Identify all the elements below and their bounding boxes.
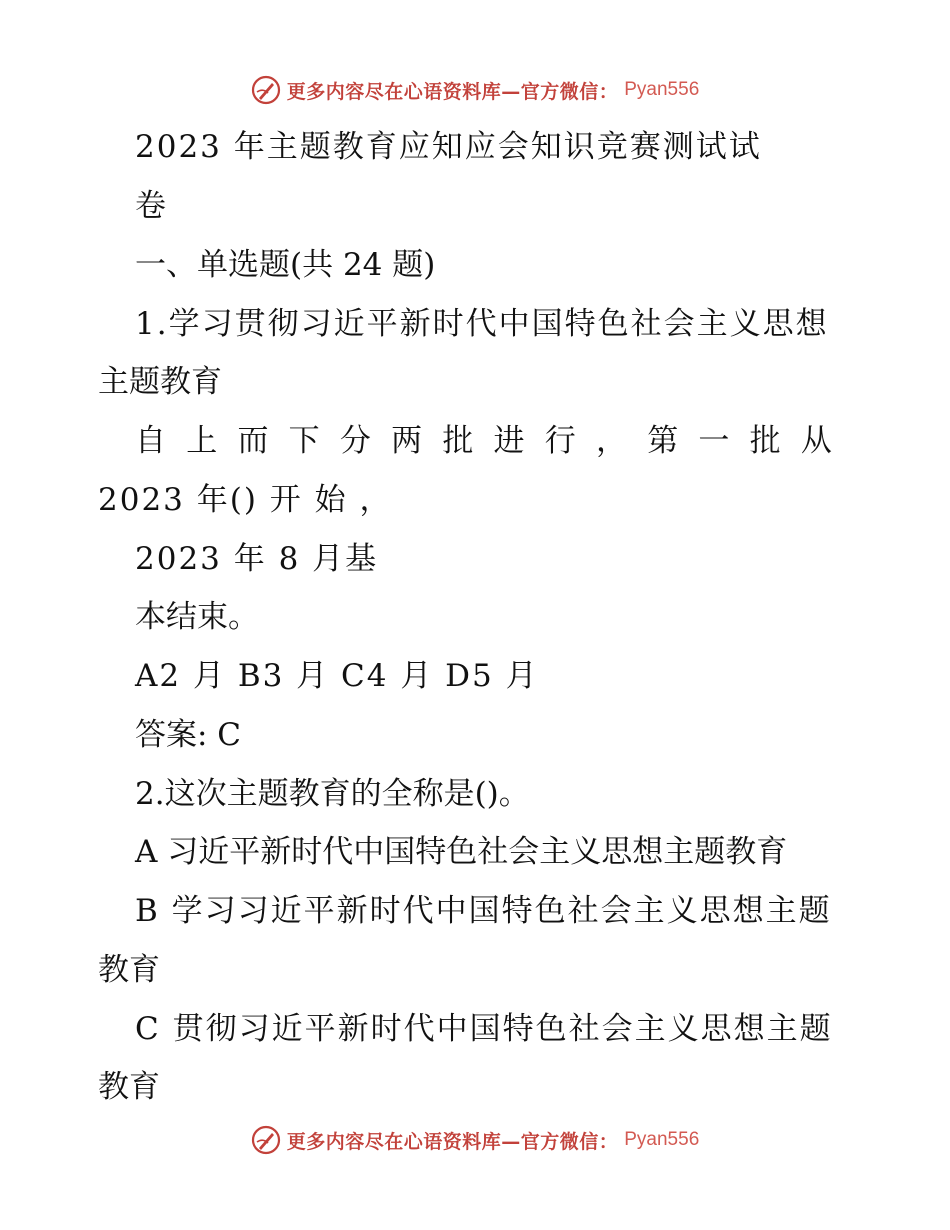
q1-char: 而 bbox=[237, 423, 269, 459]
q2-option-c-line-1: C 贯彻习近平新时代中国特色社会主义思想主题 bbox=[135, 1011, 833, 1047]
q1-char: 两 bbox=[391, 423, 423, 459]
q1-text-line-5: 2023 年 8 月基 bbox=[135, 541, 379, 577]
q1-options: A2 月 B3 月 C4 月 D5 月 bbox=[135, 658, 539, 694]
q1-text-line-3 bbox=[135, 421, 832, 461]
q1-text-line-6: 本结束。 bbox=[135, 599, 259, 635]
q2-option-a: A 习近平新时代中国特色社会主义思想主题教育 bbox=[135, 834, 788, 870]
q1-char: 一 bbox=[698, 423, 730, 459]
q1-text-line-1: 1.学习贯彻习近平新时代中国特色社会主义思想 bbox=[135, 306, 829, 342]
banner-text: 更多内容尽在心语资料库—官方微信： bbox=[286, 80, 619, 103]
q1-char: 行 bbox=[544, 423, 576, 459]
q2-text-line-1: 2.这次主题教育的全称是()。 bbox=[135, 776, 530, 812]
doc-title-line-2: 卷 bbox=[135, 188, 166, 224]
q1-char: 进 bbox=[493, 423, 525, 459]
q1-text-line-4: 2023 年() 开 始 ， bbox=[98, 482, 393, 518]
q1-char: 自 bbox=[135, 423, 166, 459]
footer-banner bbox=[0, 1120, 950, 1160]
q2-option-b-line-2: 教育 bbox=[98, 952, 160, 988]
section-heading: 一、单选题(共 24 题) bbox=[135, 247, 436, 283]
q1-char: ， bbox=[595, 423, 627, 459]
q1-char: 下 bbox=[288, 423, 320, 459]
doc-title-line-1: 2023 年主题教育应知应会知识竞赛测试试 bbox=[135, 129, 762, 165]
quill-logo-icon bbox=[251, 1125, 281, 1155]
banner-text: 更多内容尽在心语资料库—官方微信： bbox=[286, 1130, 619, 1153]
q1-char: 批 bbox=[442, 423, 474, 459]
q1-char: 从 bbox=[800, 423, 832, 459]
q1-char: 上 bbox=[186, 423, 218, 459]
banner-wechat-id: Pyan556 bbox=[624, 79, 700, 100]
q1-answer: 答案: C bbox=[135, 717, 242, 753]
q1-char: 分 bbox=[339, 423, 371, 459]
banner-wechat-id: Pyan556 bbox=[624, 1129, 700, 1150]
q2-option-c-line-2: 教育 bbox=[98, 1069, 160, 1105]
q1-char: 第 bbox=[647, 423, 679, 459]
q1-char: 批 bbox=[749, 423, 781, 459]
q2-option-b-line-1: B 学习习近平新时代中国特色社会主义思想主题 bbox=[135, 893, 832, 929]
q1-text-line-2: 主题教育 bbox=[98, 364, 222, 400]
